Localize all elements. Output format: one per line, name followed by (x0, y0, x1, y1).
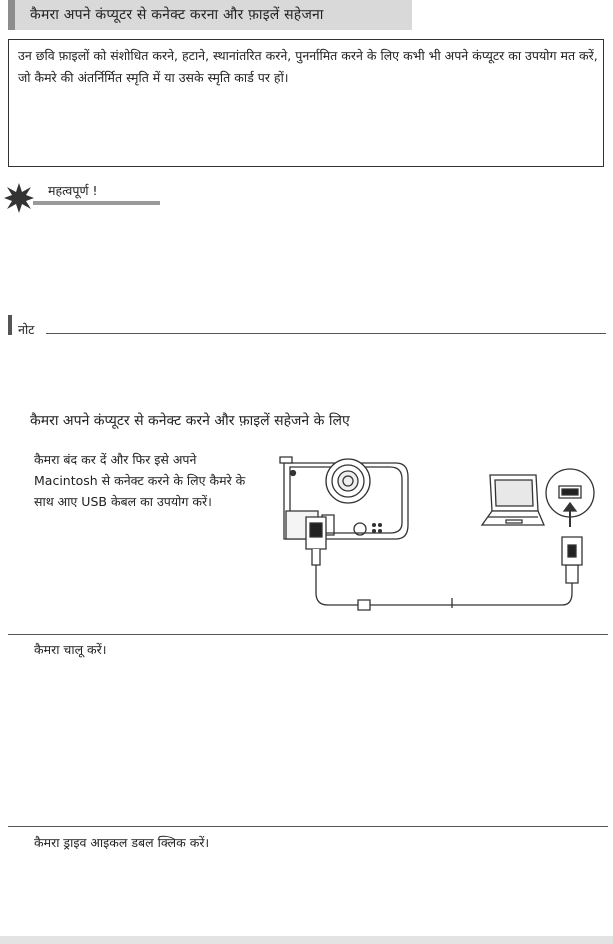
usb-port-icon (546, 469, 594, 527)
camera-icon (280, 457, 408, 539)
section-heading-accent (8, 0, 15, 30)
important-rule (33, 201, 160, 205)
step-divider (8, 826, 608, 827)
section-title: कैमरा अपने कंप्यूटर से कनेक्ट करना और फ़ाइलें सहेजना (30, 7, 324, 23)
footer-bar (0, 936, 613, 944)
important-label: महत्वपूर्ण ! (48, 183, 98, 198)
warning-text: उन छवि फ़ाइलों को संशोधित करने, हटाने, स्थानांतरित करने, पुनर्नामित करने के लिए कभी भी अपने कंप्यूटर का उपयोग मत करें, जो कैमरे की अंतर्निर्मित स्मृति में या उसके स्मृति कार्ड पर हों। (18, 48, 598, 85)
laptop-icon (482, 475, 544, 525)
step-2-text: कैमरा चालू करें। (34, 642, 107, 657)
procedure-title: कैमरा अपने कंप्यूटर से कनेक्ट करने और फ़ाइलें सहेजने के लिए (30, 413, 350, 429)
note-rule (46, 333, 606, 334)
note-label: नोट (18, 322, 35, 337)
connection-illustration (278, 453, 608, 623)
note-marker (8, 315, 12, 335)
step-3-text: कैमरा ड्राइव आइकल डबल क्लिक करें। (34, 835, 210, 850)
step-divider (8, 634, 608, 635)
burst-icon (4, 183, 34, 213)
step-1-text: कैमरा बंद कर दें और फिर इसे अपने Macintosh से कनेक्ट करने के लिए कैमरे के साथ आए USB केबल का उपयोग करें। (34, 452, 246, 509)
